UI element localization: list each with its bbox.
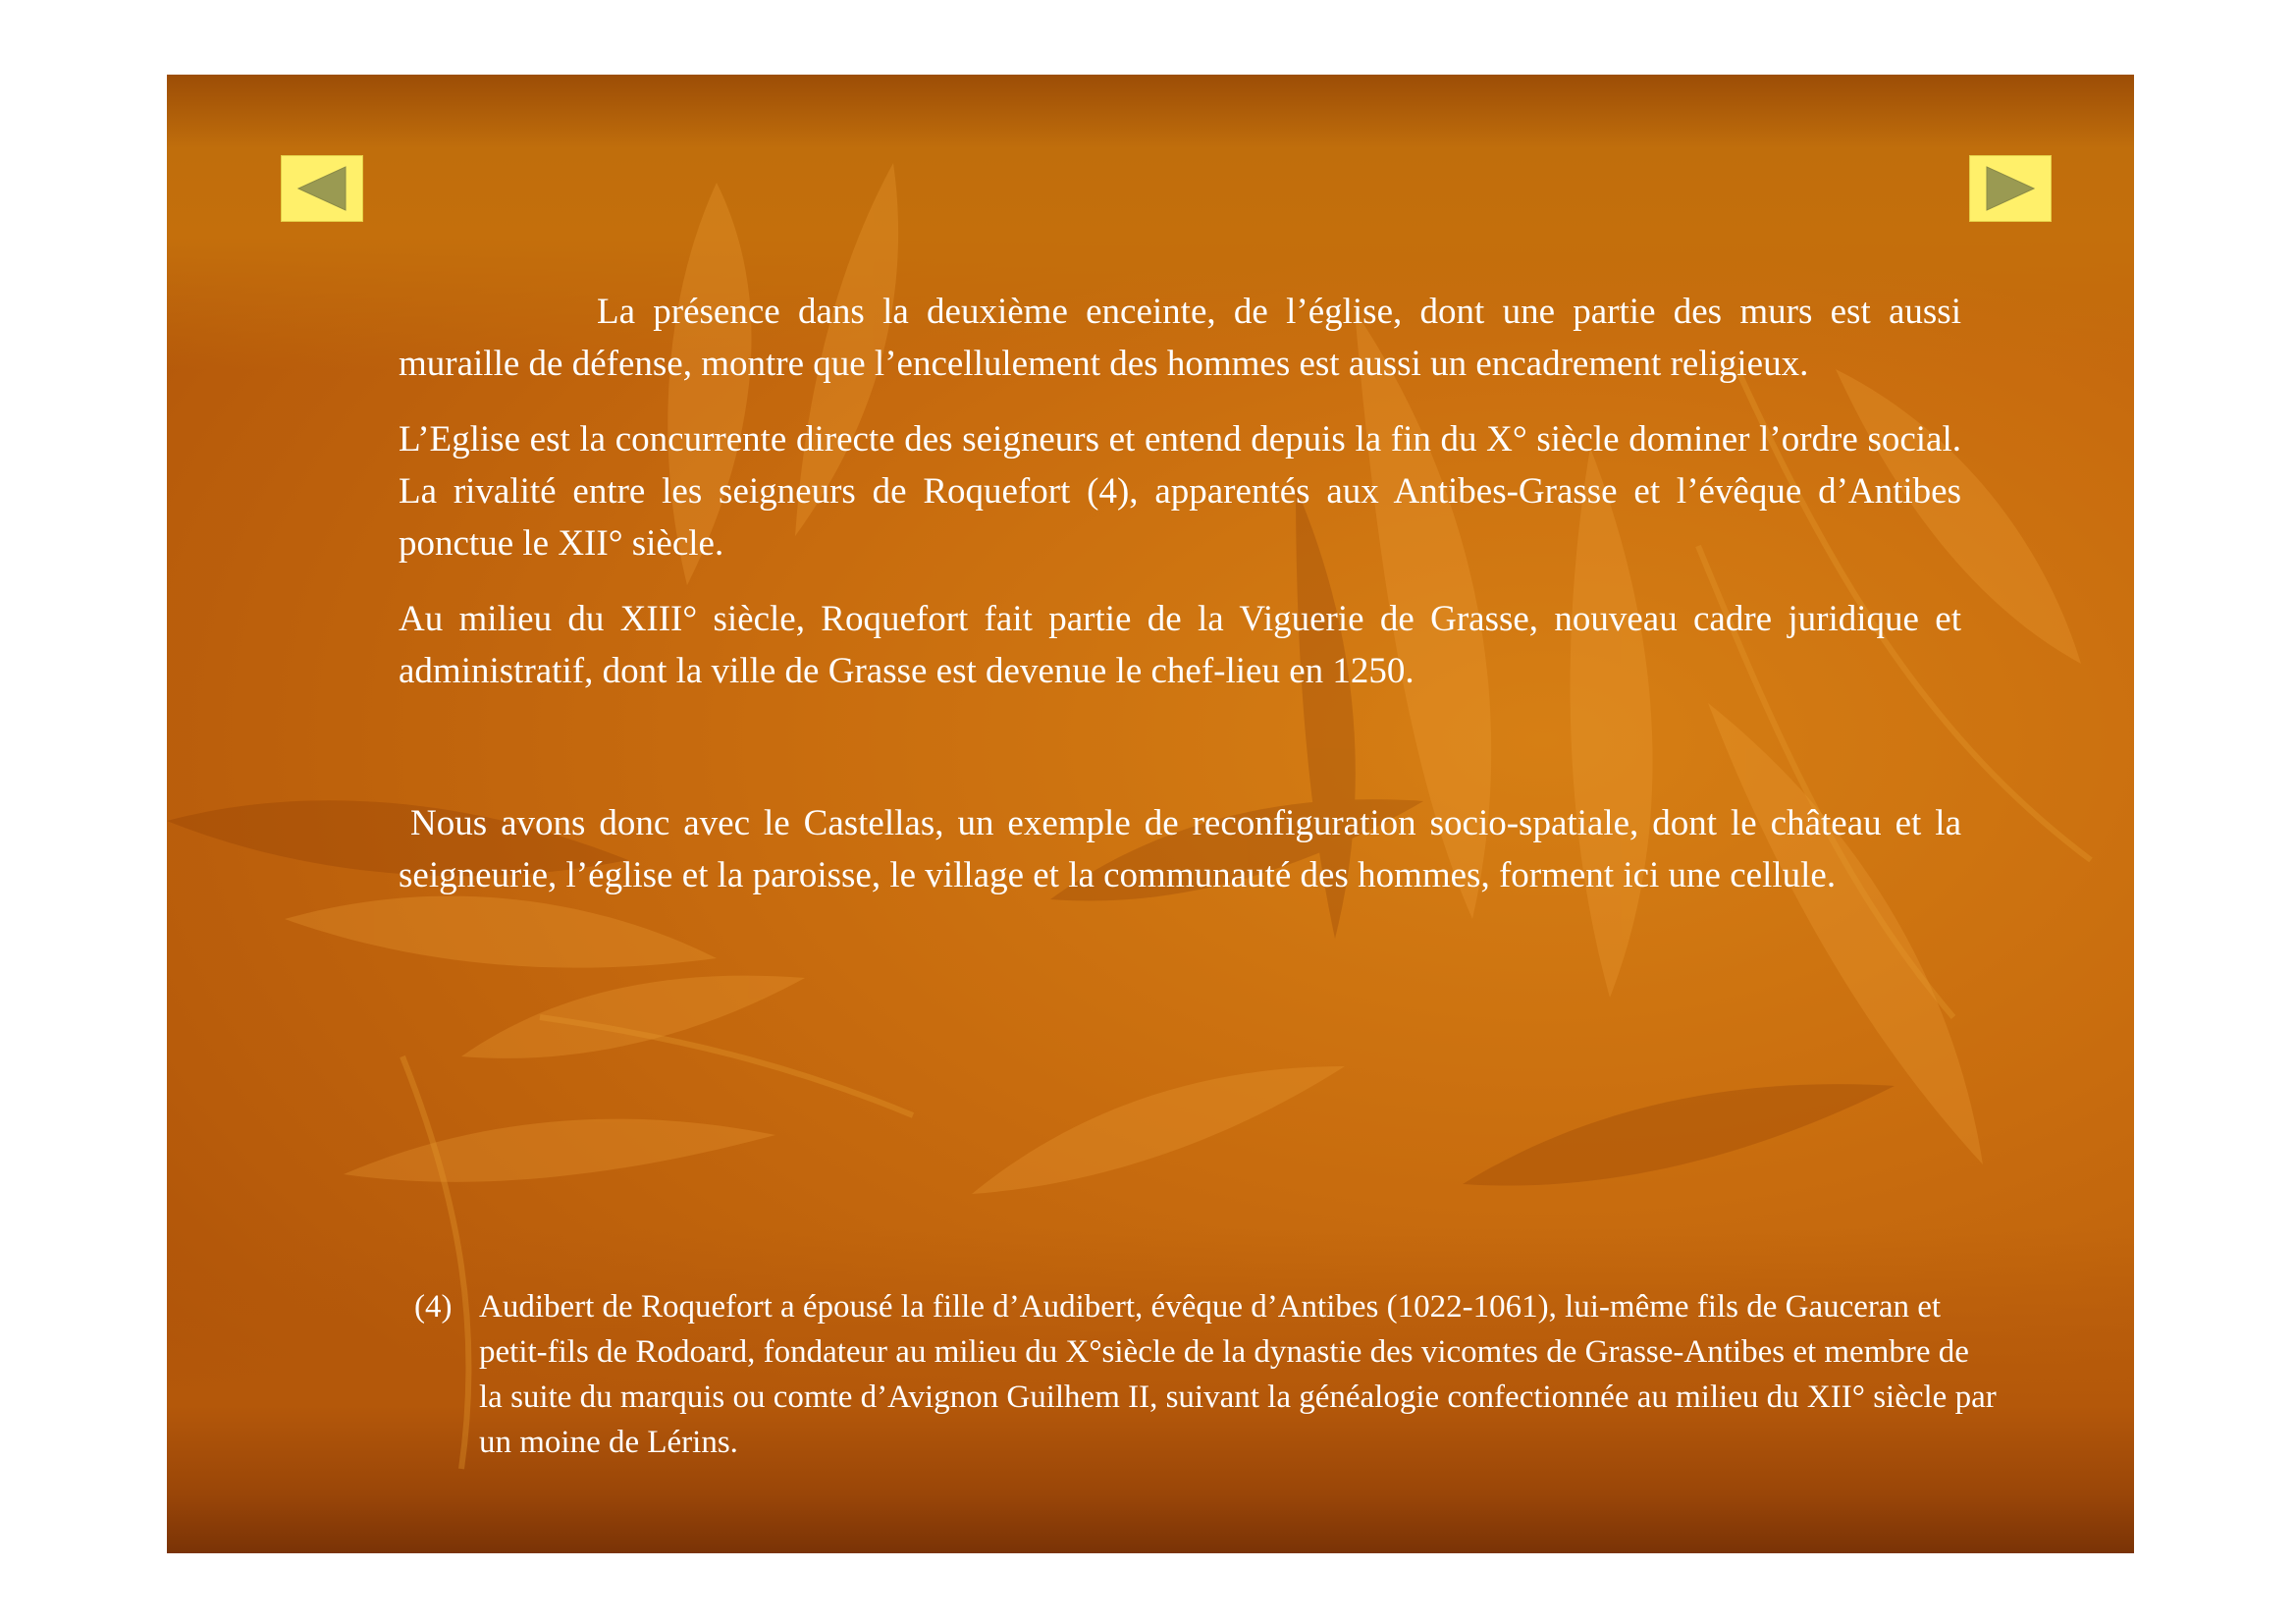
next-slide-button[interactable] <box>1969 155 2052 222</box>
slide-body <box>399 286 1961 901</box>
slide <box>167 75 2134 1553</box>
body-paragraph: Au milieu du XIII° siècle, Roquefort fait partie de la Viguerie de Grasse, nouveau cadre juridique et administratif, dont la ville de Grasse est devenue le chef-lieu en 1250. <box>399 599 1961 691</box>
footnote <box>414 1284 1997 1465</box>
previous-slide-button[interactable] <box>281 155 363 222</box>
body-paragraph: Nous avons donc avec le Castellas, un exemple de reconfiguration socio-spatiale, dont le château et la seigneurie, l’église et la paroisse, le village et la communauté des hommes, forment ici une cellule. <box>399 803 1961 895</box>
footnote-number: (4) <box>414 1289 453 1325</box>
triangle-left-icon <box>296 166 347 211</box>
footnote-text: Audibert de Roquefort a épousé la fille d’Audibert, évêque d’Antibes (1022-1061), lui-même fils de Gauceran et petit-fils de Rodoard, fondateur au milieu du X°siècle de la dynastie des vicomtes de Grasse-Antibes et membre de la suite du marquis ou comte d’Avignon Guilhem II, suivant la généalogie confectionnée au milieu du XII° siècle par un moine de Lérins. <box>479 1289 1997 1460</box>
body-paragraph: La présence dans la deuxième enceinte, de l’église, dont une partie des murs est aussi muraille de défense, montre que l’encellulement des hommes est aussi un encadrement religieux. <box>399 292 1961 384</box>
triangle-right-icon <box>1985 166 2036 211</box>
body-paragraph: L’Eglise est la concurrente directe des seigneurs et entend depuis la fin du X° siècle dominer l’ordre social. La rivalité entre les seigneurs de Roquefort (4), apparentés aux Antibes-Grasse et l’évêque d’Antibes ponctue le XII° siècle. <box>399 419 1961 564</box>
